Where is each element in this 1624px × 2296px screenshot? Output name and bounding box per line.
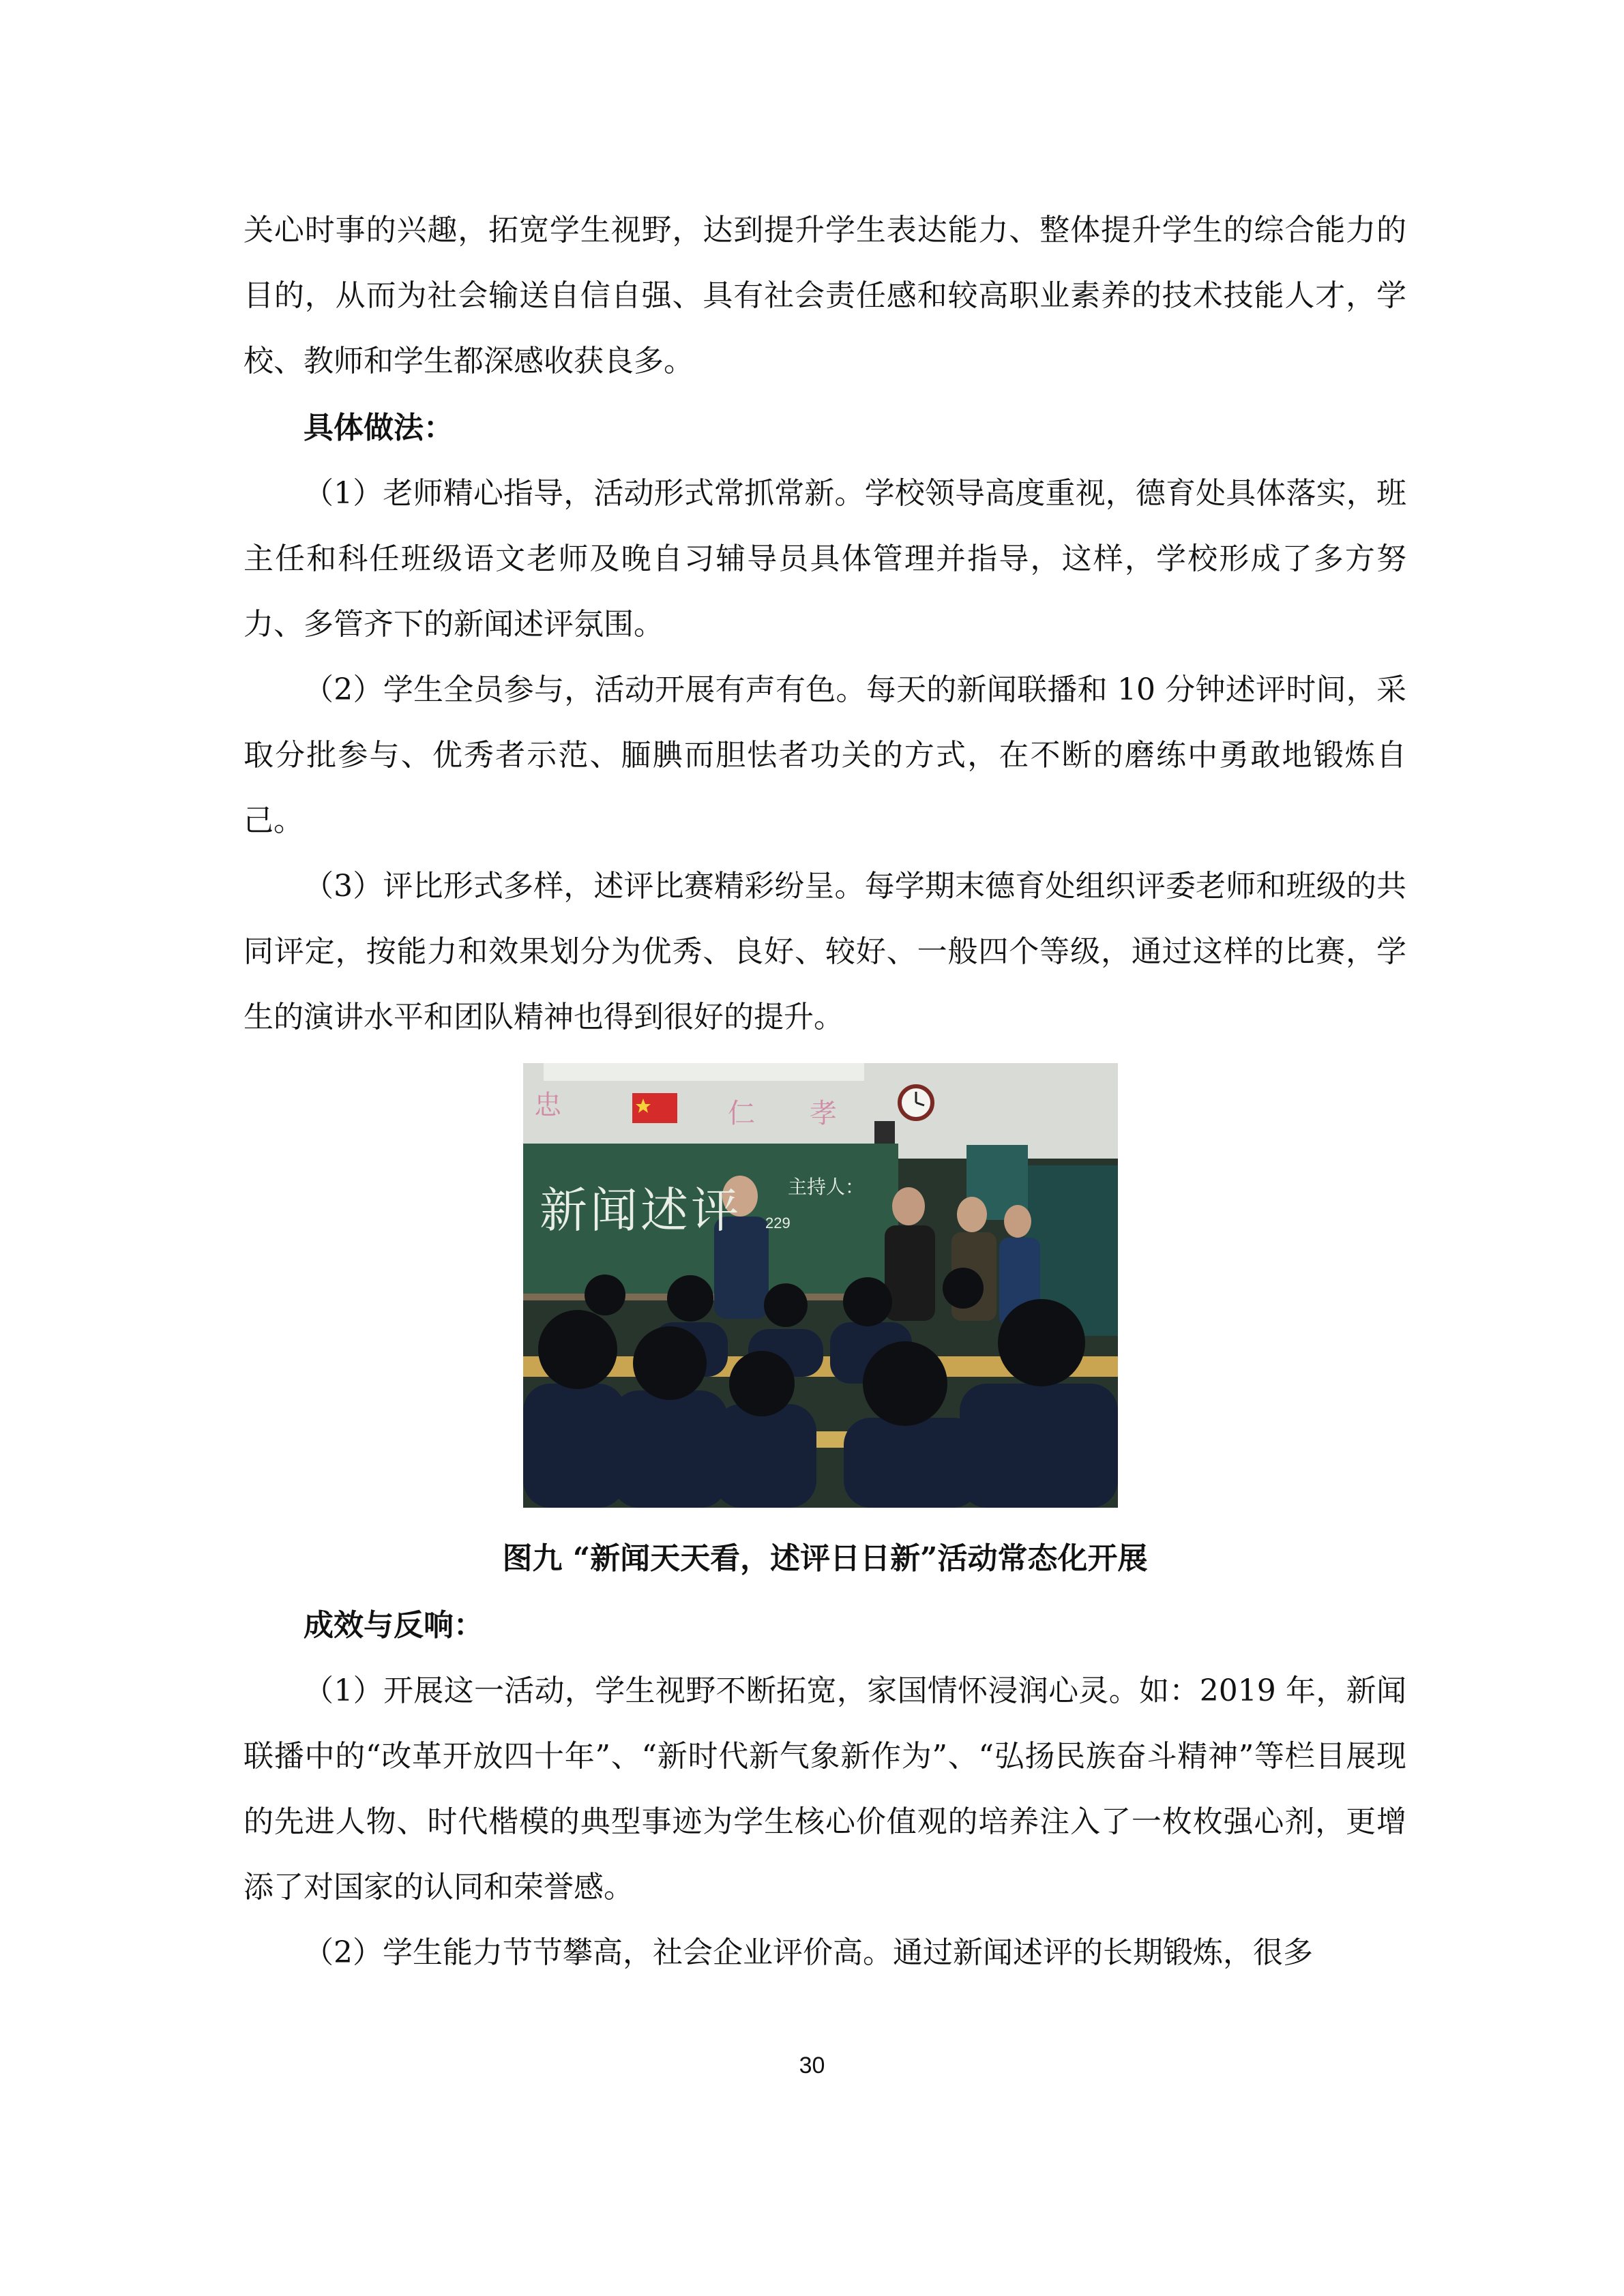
intro-paragraph: 关心时事的兴趣，拓宽学生视野，达到提升学生表达能力、整体提升学生的综合能力的目的，从而为社会输送自信自强、具有社会责任感和较高职业素养的技术技能人才，学校、教师和学生都深感收获良多。	[243, 213, 1406, 378]
practice-paragraph-3: （3）评比形式多样，述评比赛精彩纷呈。每学期末德育处组织评委老师和班级的共同评定，按能力和效果划分为优秀、良好、较好、一般四个等级，通过这样的比赛，学生的演讲水平和团队精神也得到很好的提升。	[243, 869, 1406, 1034]
effects-heading: 成效与反响：	[304, 1608, 484, 1643]
practice-heading: 具体做法：	[304, 411, 454, 445]
banner-char-left: 忠	[534, 1090, 561, 1121]
effect-paragraph-1: （1）开展这一活动，学生视野不断拓宽，家国情怀浸润心灵。如：2019 年，新闻联播中的“改革开放四十年”、“新时代新气象新作为”、“弘扬民族奋斗精神”等栏目展现的先进人物、时代楷模的典型事迹为学生核心价值观的培养注入了一枚枚强心剂，更增添了对国家的认同和荣誉感。	[243, 1673, 1406, 1905]
classroom-photo	[523, 1063, 1118, 1508]
practice-paragraph-2: （2）学生全员参与，活动开展有声有色。每天的新闻联播和 10 分钟述评时间，采取分批参与、优秀者示范、腼腆而胆怯者功关的方式，在不断的磨练中勇敢地锻炼自己。	[243, 672, 1406, 838]
effect-paragraph-2: （2）学生能力节节攀高，社会企业评价高。通过新闻述评的长期锻炼，很多	[304, 1935, 1313, 1970]
figure-caption: 图九 “新闻天天看，述评日日新”活动常态化开展	[502, 1541, 1148, 1576]
practice-paragraph-1: （1）老师精心指导，活动形式常抓常新。学校领导高度重视，德育处具体落实，班主任和科任班级语文老师及晚自习辅导员具体管理并指导，这样，学校形成了多方努力、多管齐下的新闻述评氛围。	[243, 476, 1406, 642]
page-number: 30	[799, 2053, 825, 2078]
blackboard-title: 新闻述评	[540, 1182, 741, 1238]
flag-icon	[632, 1093, 677, 1123]
banner-char-right: 孝	[810, 1098, 837, 1129]
banner-char-mid: 仁	[728, 1098, 755, 1129]
blackboard-number: 229	[765, 1214, 791, 1232]
blackboard-host: 主持人：	[788, 1176, 865, 1198]
